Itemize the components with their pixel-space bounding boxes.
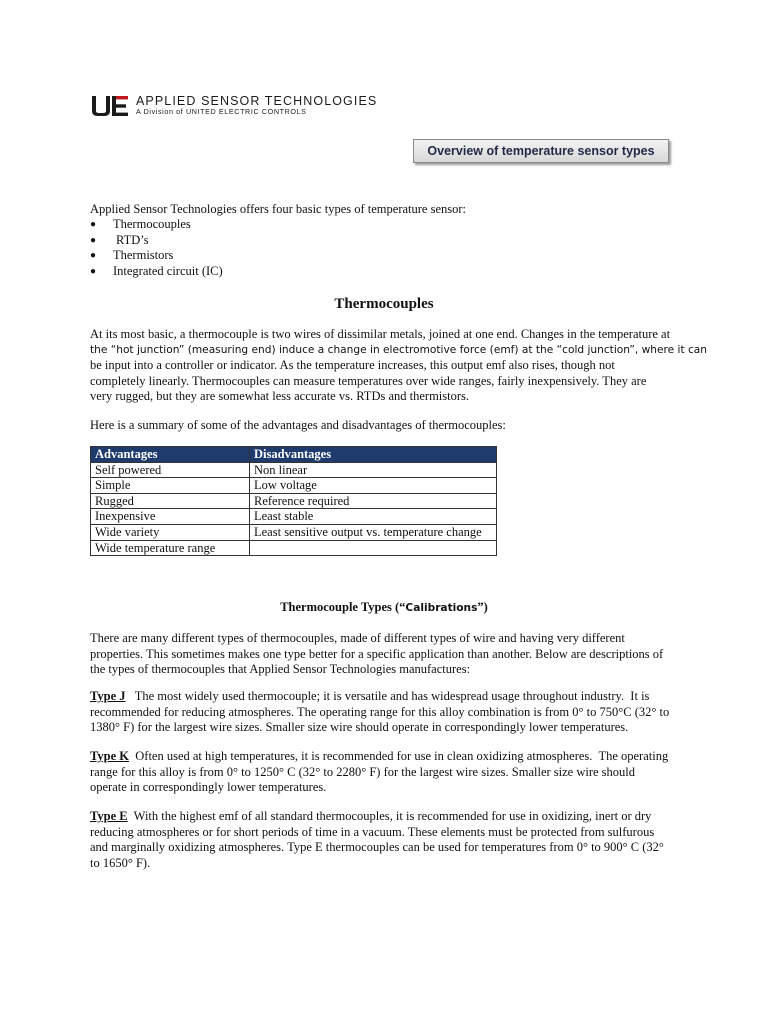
table-cell (250, 540, 497, 556)
intro-text: Applied Sensor Technologies offers four basic types of temperature sensor: (90, 202, 466, 216)
types-intro (90, 631, 690, 678)
paragraph-line: reducing atmospheres or for short periods of time in a vacuum. These elements must be protected from sulfurous (90, 824, 655, 839)
company-name: APPLIED SENSOR TECHNOLOGIES (136, 94, 378, 108)
table-row (91, 524, 497, 540)
column-header-disadvantages: Disadvantages (250, 447, 497, 463)
table-row (91, 478, 497, 494)
paragraph-line: be input into a controller or indicator. As the temperature increases, this output emf also rises, though not (90, 358, 615, 373)
bullet-icon: ● (90, 265, 97, 277)
table-cell: Least stable (250, 509, 497, 525)
company-division: A Division of UNITED ELECTRIC CONTROLS (136, 107, 307, 116)
type-e-description (90, 809, 690, 871)
paragraph-line: very rugged, but they are somewhat less accurate vs. RTDs and thermistors. (90, 389, 470, 404)
table-cell: Low voltage (250, 478, 497, 494)
table-cell: Reference required (250, 493, 497, 509)
section-heading-types: Thermocouple Types (“Calibrations”) (280, 600, 488, 614)
table-row (91, 540, 497, 556)
overview-title-box: Overview of temperature sensor types (413, 139, 669, 163)
type-j-description (90, 689, 690, 736)
type-k-description (90, 749, 690, 796)
table-row (91, 462, 497, 478)
paragraph-line: and marginally oxidizing atmospheres. Type E thermocouples can be used for temperatures from 0° to 900° C (32° (90, 840, 664, 855)
paragraph-line: There are many different types of thermocouples, made of different types of wire and having very different (90, 631, 625, 645)
paragraph-line: the types of thermocouples that Applied Sensor Technologies manufactures: (90, 662, 471, 677)
ue-logo-icon (90, 94, 130, 118)
table-cell: Inexpensive (91, 509, 250, 525)
paragraph-line: 1380° F) for the largest wire sizes. Smaller size wire should operate in correspondingly lower temperatures. (90, 720, 629, 735)
table-cell: Non linear (250, 462, 497, 478)
section-heading-thermocouples: Thermocouples (334, 296, 434, 312)
table-cell: Least sensitive output vs. temperature change (250, 524, 497, 540)
bullet-icon: ● (90, 234, 97, 246)
paragraph-line: operate in correspondingly lower temperatures. (90, 780, 327, 795)
advantages-table (90, 446, 497, 556)
table-row (91, 509, 497, 525)
table-cell: Wide temperature range (91, 540, 250, 556)
document-page: APPLIED SENSOR TECHNOLOGIES A Division of UNITED ELECTRIC CONTROLS Overview of temperature sensor types Applied Sensor Technologies offers four basic types of temperature sensor: ● Thermocouples ● RTD’s ● Thermistors ● Integrated circuit (IC) Thermocouples At its most basic, a thermocouple is two wires of dissimilar metals, joined at one end. Changes in the temperature at the “hot junction” (measuring end) induce a change in electromotive force (emf) at the “cold junction”, where it can be input into a controller or indicator. As the temperature increases, this output emf also rises, though not completely linearly. Thermocouples can measure temperatures over wide ranges, fairly inexpensively. They are very rugged, but they are somewhat less accurate vs. RTDs and thermistors. Here is a summary of some of the advantages and disadvantages of thermocouples: Advantages Disadvantages Self powered Non linear Simple Low voltage Rugged Reference required Inexpensive Least stable Wide variety Least sensitive output vs. temperature change Wide temperature range Thermocouple Types (“Calibrations”) There are many different types of thermocouples, made of different types of wire and having very different properties. This sometimes makes one type better for a specific application than another. Below are descriptions of the types of thermocouples that Applied Sensor Technologies manufactures: Type J The most widely used thermocouple; it is versatile and has widespread usage throughout industry. It is recommended for reducing atmospheres. The operating range for this alloy combination is from 0° to 750°C (32° to 1380° F) for the largest wire sizes. Smaller size wire should operate in correspondingly lower temperatures. Type K Often used at high temperatures, it is recommended for use in clean oxidizing atmospheres. The operating range for this alloy is from 0° to 1250° C (32° to 2280° F) for the largest wire sizes. Smaller size wire should operate in correspondingly lower temperatures. Type E With the highest emf of all standard thermocouples, it is recommended for use in oxidizing, inert or dry reducing atmospheres or for short periods of time in a vacuum. These elements must be protected from sulfurous and marginally oxidizing atmospheres. Type E thermocouples can be used for temperatures from 0° to 900° C (32° to 1650° F). (0, 0, 768, 1024)
paragraph-line: completely linearly. Thermocouples can measure temperatures over wide ranges, fairly inexpensively. They are (90, 373, 647, 388)
table-row (91, 493, 497, 509)
paragraph-line: Type E With the highest emf of all standard thermocouples, it is recommended for use in oxidizing, inert or dry (90, 809, 652, 823)
bullet-icon: ● (90, 250, 97, 262)
type-j-label: Type J (90, 689, 126, 703)
column-header-advantages: Advantages (91, 447, 250, 463)
table-header-row (91, 447, 497, 463)
thermocouple-description (90, 327, 708, 405)
paragraph-line: the “hot junction” (measuring end) induce a change in electromotive force (emf) at the “cold junction”, where it can (90, 343, 708, 356)
table-cell: Rugged (91, 493, 250, 509)
bullet-icon: ● (90, 219, 97, 230)
type-e-label: Type E (90, 809, 128, 823)
paragraph-line: properties. This sometimes makes one type better for a specific application than another. Below are descriptions of (90, 646, 664, 661)
type-k-label: Type K (90, 749, 130, 763)
paragraph-line: range for this alloy is from 0° to 1250° C (32° to 2280° F) for the largest wire sizes. Smaller size wire should (90, 764, 636, 779)
table-cell: Self powered (91, 462, 250, 478)
table-cell: Wide variety (91, 524, 250, 540)
table-cell: Simple (91, 478, 250, 494)
paragraph-line: At its most basic, a thermocouple is two wires of dissimilar metals, joined at one end. Changes in the temperature at (90, 327, 671, 341)
paragraph-line: recommended for reducing atmospheres. The operating range for this alloy combination is from 0° to 750°C (32° to (90, 704, 670, 719)
summary-text: Here is a summary of some of the advantages and disadvantages of thermocouples: (90, 418, 506, 432)
paragraph-line: Type J The most widely used thermocouple; it is versatile and has widespread usage throughout industry. It is (90, 689, 650, 703)
paragraph-line: Type K Often used at high temperatures, it is recommended for use in clean oxidizing atmospheres. The operating (90, 749, 669, 763)
paragraph-line: to 1650° F). (90, 855, 151, 870)
